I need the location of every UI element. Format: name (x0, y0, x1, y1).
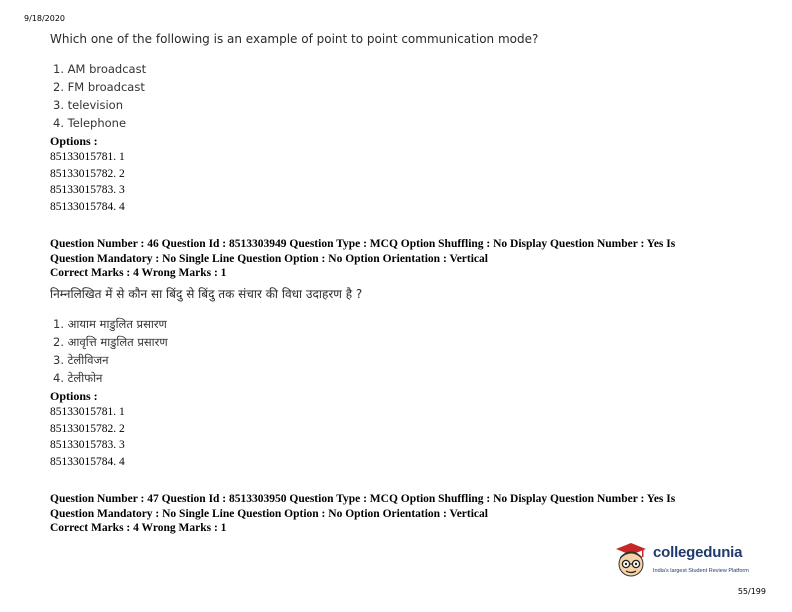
option-code: 85133015782. 2 (50, 167, 125, 180)
option-code: 85133015781. 1 (50, 406, 125, 418)
choice-item: 4. Telephone (53, 116, 127, 130)
marks-line: Correct Marks : 4 Wrong Marks : 1 (50, 267, 227, 279)
page-date: 9/18/2020 (24, 14, 66, 23)
option-codes (50, 404, 125, 470)
logo-wordmark: collegedunia (653, 544, 743, 561)
choice-item: 4. टेलीफोन (53, 371, 103, 385)
choice-item: 2. FM broadcast (53, 80, 145, 94)
collegedunia-logo (612, 540, 762, 584)
option-codes (50, 149, 125, 215)
page-number: 55/199 (737, 587, 766, 596)
option-code: 85133015783. 3 (50, 184, 125, 197)
meta-line: Question Number : 47 Question Id : 8513303950 Question Type : MCQ Option Shuffling : No Display Question Number : Yes Is (50, 493, 676, 505)
choice-item: 3. टेलीविजन (53, 353, 109, 367)
logo-tagline: India's largest Student Review Platform (653, 568, 749, 574)
option-code: 85133015784. 4 (50, 200, 125, 213)
marks-line: Correct Marks : 4 Wrong Marks : 1 (50, 522, 227, 534)
option-code: 85133015781. 1 (50, 151, 125, 163)
option-code: 85133015784. 4 (50, 455, 125, 468)
question-text: निम्नलिखित में से कौन सा बिंदु से बिंदु तक संचार की विधा उदाहरण है ? (50, 287, 363, 301)
meta-line: Question Number : 46 Question Id : 8513303949 Question Type : MCQ Option Shuffling : No Display Question Number : Yes Is (50, 238, 676, 250)
graduate-mascot-icon (612, 540, 650, 580)
choice-item: 3. television (53, 98, 123, 112)
question-meta (50, 492, 750, 536)
question-meta (50, 237, 750, 281)
meta-line: Question Mandatory : No Single Line Question Option : No Option Orientation : Vertical (50, 507, 488, 520)
meta-line: Question Mandatory : No Single Line Question Option : No Option Orientation : Vertical (50, 252, 488, 265)
choice-item: 1. आयाम माडुलित प्रसारण (53, 317, 167, 331)
answer-choices (53, 315, 168, 387)
options-heading: Options : (50, 389, 98, 403)
choice-item: 2. आवृत्ति माडुलित प्रसारण (53, 335, 168, 349)
choice-item: 1. AM broadcast (53, 62, 147, 76)
options-heading: Options : (50, 134, 98, 148)
answer-choices (53, 60, 146, 132)
option-code: 85133015782. 2 (50, 422, 125, 435)
question-text: Which one of the following is an example of point to point communication mode? (50, 32, 539, 46)
option-code: 85133015783. 3 (50, 439, 125, 452)
